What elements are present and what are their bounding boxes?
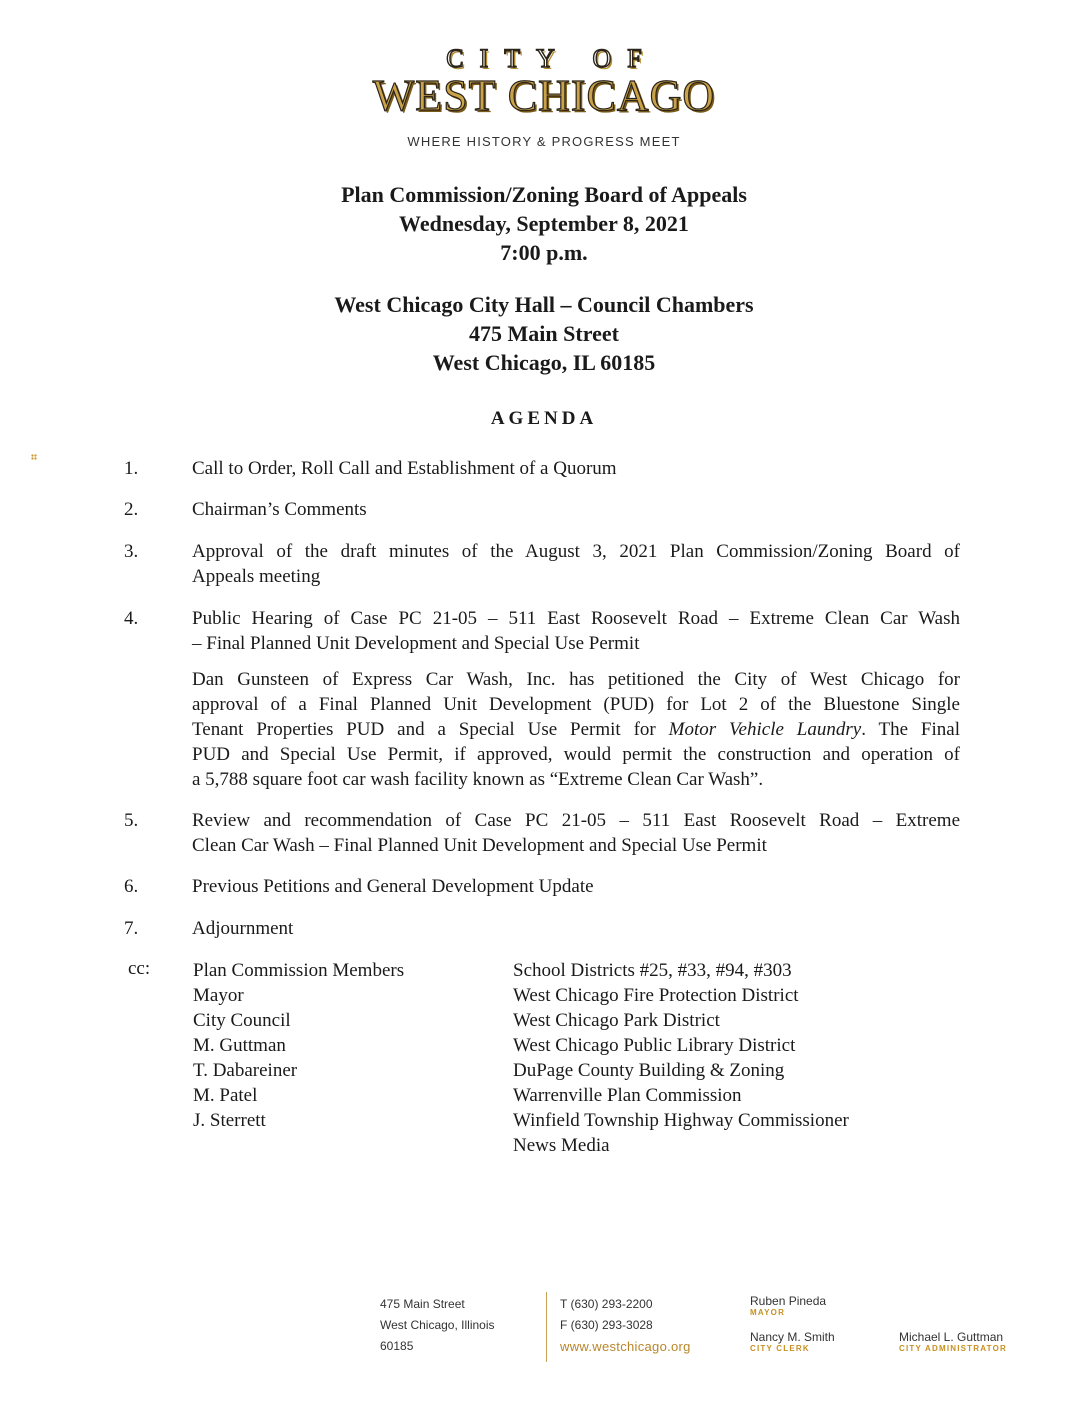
official-role: CITY ADMINISTRATOR (899, 1344, 1007, 1353)
official-name: Ruben Pineda (750, 1294, 827, 1308)
cc-recipient: Warrenville Plan Commission (513, 1085, 742, 1106)
agenda-item-line: Approval of the draft minutes of the August 3, 2021 Plan Commission/Zoning Board of (192, 541, 960, 562)
cc-recipient: T. Dabareiner (193, 1060, 298, 1081)
agenda-item-number: 1. (124, 458, 139, 479)
location-street: 475 Main Street (469, 321, 619, 346)
agenda-item-text (192, 874, 960, 899)
meeting-heading (0, 180, 1088, 267)
agenda-item-text (192, 808, 960, 858)
agenda-item-line: Review and recommendation of Case PC 21-05 – 511 East Roosevelt Road – Extreme (192, 810, 960, 831)
cc-recipient: City Council (193, 1010, 291, 1031)
official-role: CITY CLERK (750, 1344, 810, 1353)
margin-dot-mark (31, 454, 37, 460)
logo-city-name: WEST CHICAGO (372, 71, 716, 120)
official-role: MAYOR (750, 1308, 786, 1317)
agenda-item-line: Public Hearing of Case PC 21-05 – 511 East Roosevelt Road – Extreme Clean Car Wash (192, 608, 960, 629)
official-name: Michael L. Guttman (899, 1330, 1004, 1344)
description-line: a 5,788 square foot car wash facility known as “Extreme Clean Car Wash”. (192, 769, 764, 790)
meeting-date: Wednesday, September 8, 2021 (399, 211, 689, 236)
footer-city-administrator (899, 1330, 1007, 1353)
cc-list-right (513, 958, 849, 1158)
agenda-item-text (192, 456, 960, 481)
agenda-item-line: Clean Car Wash – Final Planned Unit Development and Special Use Permit (192, 835, 767, 856)
footer-divider (546, 1292, 547, 1362)
cc-recipient: M. Guttman (193, 1035, 286, 1056)
agenda-item-text (192, 916, 960, 941)
agenda-item-number: 6. (124, 876, 139, 897)
agenda-item-text (192, 539, 960, 589)
cc-recipient: West Chicago Fire Protection District (513, 985, 799, 1006)
description-line: Dan Gunsteen of Express Car Wash, Inc. has petitioned the City of West Chicago for (192, 669, 960, 690)
cc-recipient: Winfield Township Highway Commissioner (513, 1110, 849, 1131)
cc-recipient: Plan Commission Members (193, 960, 405, 981)
meeting-location (0, 290, 1088, 377)
agenda-item-number: 7. (124, 918, 139, 939)
description-line: approval of a Final Planned Unit Development (PUD) for Lot 2 of the Bluestone Single (192, 694, 960, 715)
letterhead-tagline: WHERE HISTORY & PROGRESS MEET (407, 134, 681, 149)
footer-fax: F (630) 293-3028 (560, 1318, 653, 1332)
footer-phone: T (630) 293-2200 (560, 1297, 653, 1311)
agenda-item-line: – Final Planned Unit Development and Special Use Permit (192, 633, 640, 654)
cc-recipient: News Media (513, 1135, 610, 1156)
footer-address (380, 1294, 495, 1357)
description-italic-term: Motor Vehicle Laundry (668, 719, 862, 740)
meeting-body: Plan Commission/Zoning Board of Appeals (341, 182, 747, 207)
agenda-item-text (192, 497, 960, 522)
address-line: West Chicago, Illinois (380, 1318, 495, 1332)
official-name: Nancy M. Smith (750, 1330, 835, 1344)
location-city-state: West Chicago, IL 60185 (432, 350, 656, 375)
footer-mayor (750, 1294, 826, 1317)
description-line (192, 717, 960, 742)
cc-recipient: West Chicago Park District (513, 1010, 720, 1031)
footer-website-link[interactable]: www.westchicago.org (560, 1339, 691, 1354)
cc-recipient: DuPage County Building & Zoning (513, 1060, 785, 1081)
agenda-item-line: Call to Order, Roll Call and Establishment of a Quorum (192, 458, 617, 479)
footer-city-clerk (750, 1330, 835, 1353)
agenda-item-number: 4. (124, 608, 139, 629)
cc-recipient: J. Sterrett (193, 1110, 266, 1131)
letterhead-footer (0, 1290, 1088, 1370)
agenda-item-text (192, 606, 960, 656)
description-line: PUD and Special Use Permit, if approved, would permit the construction and operation of (192, 744, 960, 765)
agenda-item-number: 5. (124, 810, 139, 831)
agenda-item-line: Adjournment (192, 918, 294, 939)
agenda-item-line: Chairman’s Comments (192, 499, 367, 520)
footer-contact (560, 1294, 691, 1357)
agenda-title: AGENDA (490, 408, 598, 429)
agenda-item-line: Previous Petitions and General Development Update (192, 876, 594, 897)
cc-recipient: School Districts #25, #33, #94, #303 (513, 960, 792, 981)
logo-city-of: CITY OF (446, 44, 658, 73)
cc-recipient: M. Patel (193, 1085, 258, 1106)
agenda-item-number: 2. (124, 499, 139, 520)
agenda-item-number: 3. (124, 541, 139, 562)
cc-list-left (193, 958, 404, 1133)
location-venue: West Chicago City Hall – Council Chambers (334, 292, 754, 317)
agenda-item-description (192, 667, 960, 792)
address-line: 475 Main Street (380, 1297, 465, 1311)
agenda-item-line: Appeals meeting (192, 566, 321, 587)
cc-label: cc: (128, 958, 151, 979)
cc-recipient: West Chicago Public Library District (513, 1035, 796, 1056)
address-line: 60185 (380, 1339, 414, 1353)
meeting-time: 7:00 p.m. (500, 240, 588, 265)
description-text: Tenant Properties PUD and a Special Use Permit for (192, 719, 669, 740)
description-text: . The Final (861, 719, 960, 740)
cc-recipient: Mayor (193, 985, 244, 1006)
